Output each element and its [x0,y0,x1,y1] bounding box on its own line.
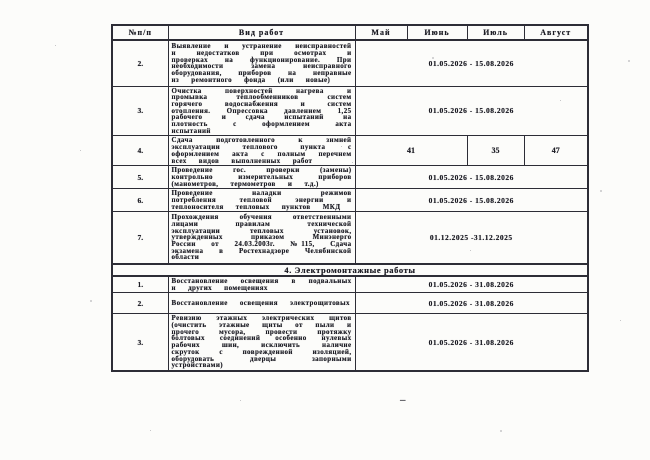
noise-speck [240,400,241,401]
noise-speck [150,430,151,431]
noise-speck [600,190,602,192]
col-header-july: Июль [467,25,524,40]
row-number-cell: 3. [112,314,168,371]
table-row [112,86,588,136]
col-header-august: Август [524,25,588,40]
row-number-cell: 5. [112,166,168,189]
value-cell-august: 47 [524,136,588,166]
table-row [112,276,588,293]
table-row [112,136,588,166]
section-header: 4. Электромонтажные работы [112,264,588,276]
schedule-cell: 01.05.2026 - 15.08.2026 [355,40,588,86]
col-header-june: Июнь [407,25,467,40]
table-header-row [112,25,588,40]
row-number-cell: 7. [112,212,168,264]
table-row [112,189,588,212]
section-header-row [112,264,588,276]
row-number-cell: 4. [112,136,168,166]
schedule-cell: 01.05.2026 - 31.08.2026 [355,314,588,371]
work-description-cell: Проведение гос. проверки (замены) контрольно измерительных приборов (манометров, термометров и т.д.) [168,166,355,189]
noise-speck [620,320,621,321]
schedule-cell: 01.05.2026 - 31.08.2026 [355,293,588,314]
schedule-cell: 01.05.2026 - 15.08.2026 [355,189,588,212]
noise-speck [80,150,81,151]
table-row [112,293,588,314]
col-header-work: Вид работ [168,25,355,40]
table-row [112,314,588,371]
row-number-cell: 3. [112,86,168,136]
work-schedule-table [111,24,589,372]
col-header-num: №п/п [112,25,168,40]
row-number-cell: 6. [112,189,168,212]
noise-speck [628,60,630,62]
schedule-cell: 01.12.2025 -31.12.2025 [355,212,588,264]
noise-speck [90,300,92,302]
value-cell-may-june: 41 [355,136,467,166]
row-number-cell: 2. [112,293,168,314]
noise-speck [55,45,56,46]
work-description-cell: Прохождения обучения ответственными лицами правилам технической эксплуатации тепловых установок, утвержденных приказом Минэнерго России от 24.03.2003г. №115, Сдача экзамена в Ростехнадзоре Челябинской области [168,212,355,264]
table-row [112,212,588,264]
work-description-cell: Выявление и устранение неисправностей и недостатков при осмотрах и проверках на функционирование. При необходимости замена неисправного оборудования, приборов на неправные из ремонтного фонда (или новые) [168,40,355,86]
work-description-cell: Восстановление освещения в подвальных и других помещениях [168,276,355,293]
schedule-cell: 01.05.2026 - 15.08.2026 [355,86,588,136]
table-row [112,40,588,86]
work-description-cell: Ревизию этажных электрических щитов (очистить этажные щиты от пыли и прочего мусора, провести протяжку болтовых соединений особенно нулевых рабочих шин, исключить наличие скруток с поврежденной изоляцией, оборудовать дверцы запорными устройствами) [168,314,355,371]
row-number-cell: 1. [112,276,168,293]
work-description-cell: Сдача подготовленного к зимней эксплуатации теплового пункта с оформлением акта с полным перечнем всех видов выполненных работ [168,136,355,166]
schedule-cell: 01.05.2026 - 15.08.2026 [355,166,588,189]
work-description-cell: Очистка поверхностей нагрева и промывка теплообменников систем горячего водоснабжения и систем отопления. Опрессовка давлением 1,25 рабочего и сдача испытаний на плотность с оформлением акта испытаний [168,86,355,136]
schedule-cell: 01.05.2026 - 31.08.2026 [355,276,588,293]
noise-speck [500,430,502,432]
col-header-may: Май [355,25,407,40]
page-footer-mark: – [400,394,406,406]
table-row [112,166,588,189]
work-description-cell: Проведение наладки режимов потребления тепловой энергии и теплоносителя тепловых пунктов МКД [168,189,355,212]
row-number-cell: 2. [112,40,168,86]
value-cell-july: 35 [467,136,524,166]
work-description-cell: Восстановление освещения электрощитовых [168,293,355,314]
